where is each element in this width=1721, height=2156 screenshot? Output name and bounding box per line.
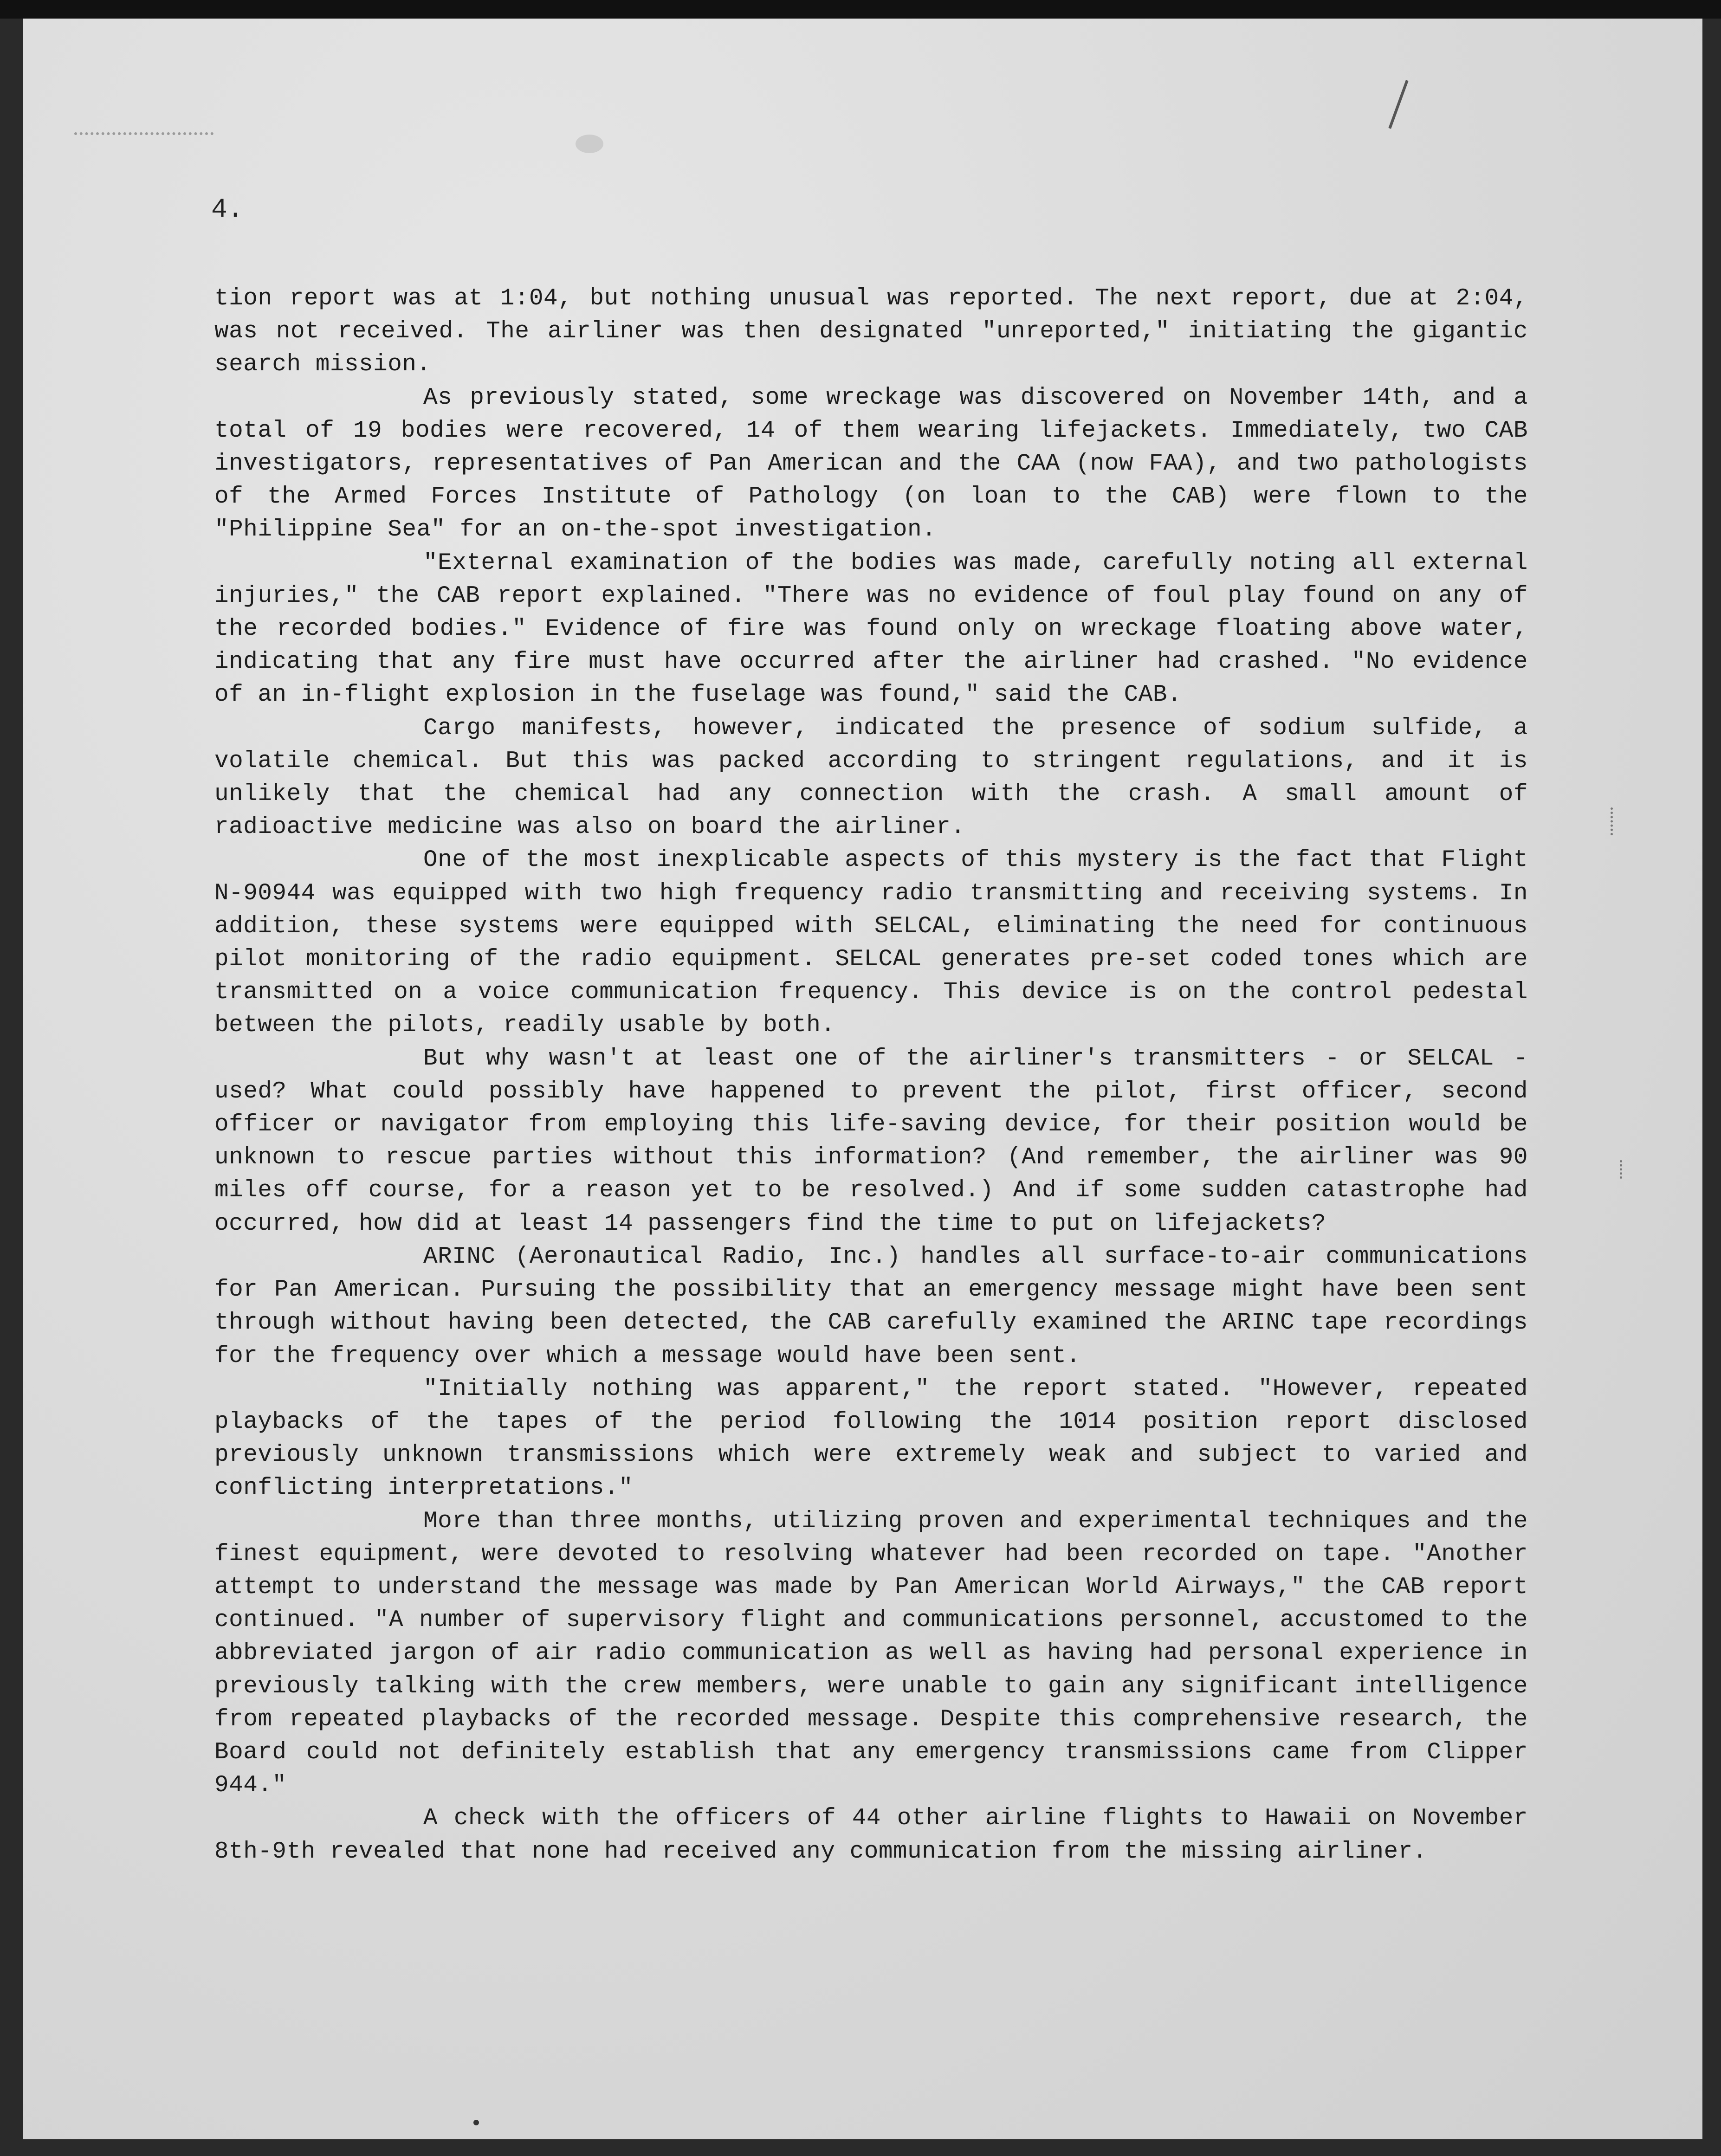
edge-marks [1611, 807, 1615, 835]
edge-marks [1620, 1160, 1624, 1179]
paragraph: But why wasn't at least one of the airliner's transmitters - or SELCAL - used? What could possibly have happened to prevent the pilot, first officer, second officer or navigator from employing this life-saving device, for their position would be unknown to rescue parties without this information? (And remember, the airliner was 90 miles off course, for a reason yet to be resolved.) And if some sudden catastrophe had occurred, how did at least 14 passengers find the time to put on lifejackets? [214, 1045, 1528, 1237]
page-number: 4. [211, 195, 244, 225]
paragraph: More than three months, utilizing proven and experimental techniques and the finest equipment, were devoted to resolving whatever had been recorded on tape. "Another attempt to understand the message was made by Pan American World Airways," the CAB report continued. "A number of supervisory flight and communications personnel, accustomed to the abbreviated jargon of air radio communication as well as having had personal experience in previously talking with the crew members, were unable to gain any significant intelligence from repeated playbacks of the recorded message. Despite this comprehensive research, the Board could not definitely establish that any emergency transmissions came from Clipper 944." [214, 1508, 1528, 1799]
paragraph: A check with the officers of 44 other airline flights to Hawaii on November 8th-9th revealed that none had received any communication from the missing airliner. [214, 1805, 1528, 1865]
paragraph: As previously stated, some wreckage was discovered on November 14th, and a total of 19 bodies were recovered, 14 of them wearing lifejackets. Immediately, two CAB investigators, representatives of Pan American and the CAA (now FAA), and two pathologists of the Armed Forces Institute of Pathology (on loan to the CAB) were flown to the "Philippine Sea" for an on-the-spot investigation. [214, 384, 1528, 543]
smudge-mark [576, 135, 603, 153]
paragraph: One of the most inexplicable aspects of this mystery is the fact that Flight N-90944 was equipped with two high frequency radio transmitting and receiving systems. In addition, these systems were equipped with SELCAL, eliminating the need for continuous pilot monitoring of the radio equipment. SELCAL generates pre-set coded tones which are transmitted on a voice communication frequency. This device is on the control pedestal between the pilots, readily usable by both. [214, 847, 1528, 1039]
document-body [214, 282, 1528, 1868]
paragraph: "Initially nothing was apparent," the report stated. "However, repeated playbacks of the tapes of the period following the 1014 position report disclosed previously unknown transmissions which were extremely weak and subject to varied and conflicting interpretations." [214, 1375, 1528, 1502]
faint-header-marks [74, 132, 214, 144]
ink-dot [473, 2120, 479, 2125]
paragraph: "External examination of the bodies was made, carefully noting all external injuries," the CAB report explained. "There was no evidence of foul play found on any of the recorded bodies." Evidence of fire was found only on wreckage floating above water, indicating that any fire must have occurred after the airliner had crashed. "No evidence of an in-flight explosion in the fuselage was found," said the CAB. [214, 549, 1528, 709]
paragraph: ARINC (Aeronautical Radio, Inc.) handles all surface-to-air communications for Pan American. Pursuing the possibility that an emergency message might have been sent through without having been detected, the CAB carefully examined the ARINC tape recordings for the frequency over which a message would have been sent. [214, 1243, 1528, 1369]
scan-top-border [0, 0, 1721, 19]
paragraph: Cargo manifests, however, indicated the presence of sodium sulfide, a volatile chemical. But this was packed according to stringent regulations, and it is unlikely that the chemical had any connection with the crash. A small amount of radioactive medicine was also on board the airliner. [214, 715, 1528, 841]
paragraph: tion report was at 1:04, but nothing unusual was reported. The next report, due at 2:04, was not received. The airliner was then designated "unreported," initiating the gigantic search mission. [214, 285, 1528, 378]
